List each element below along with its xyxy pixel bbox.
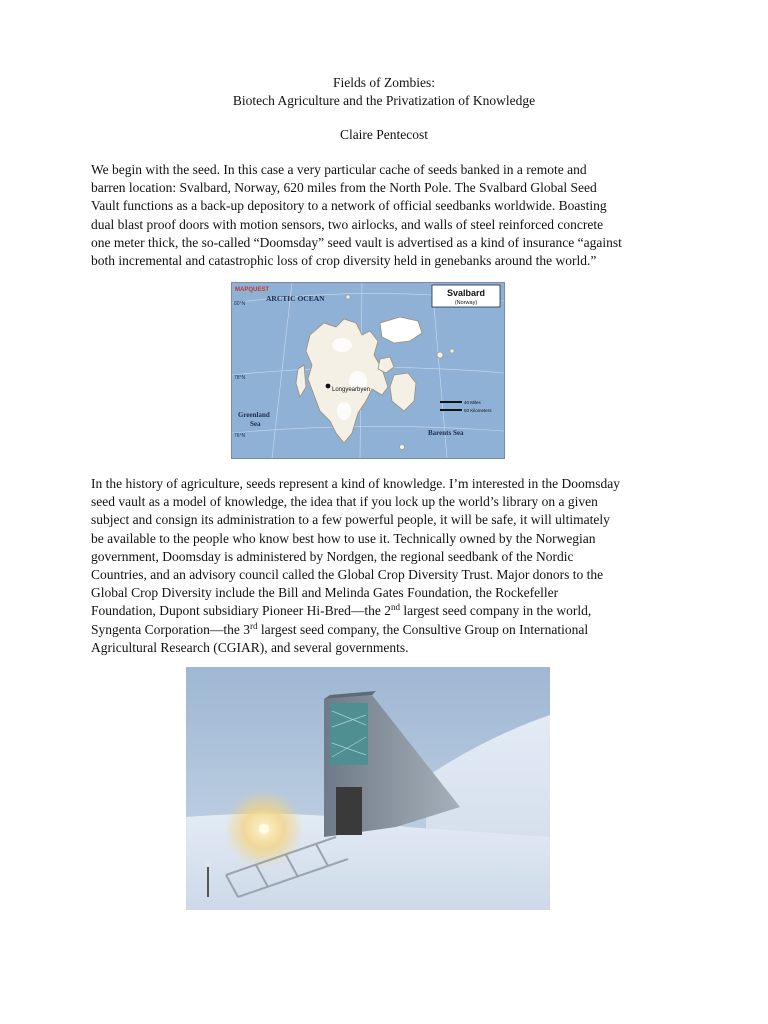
- paragraph-text: government, Doomsday is administered by Nordgen, the regional seedbank of the Nordic: [91, 548, 574, 564]
- map-scale-label-km: 50 Kilometers: [464, 408, 492, 413]
- map-lat-label: 76°N: [234, 433, 246, 439]
- map-sea-label-1b: Sea: [250, 420, 261, 428]
- paragraph-line: [91, 493, 683, 511]
- map-lat-label: 80°N: [234, 301, 246, 307]
- map-subtitle: (Norway): [454, 300, 478, 306]
- paragraph-line: [91, 530, 683, 548]
- longyearbyen-marker: [326, 384, 331, 389]
- map-publisher-label: MAPQUEST: [235, 287, 270, 293]
- paragraph-line: one meter thick, the so-called “Doomsday” seed vault is advertised as a kind of insurance “against: [91, 234, 622, 250]
- paragraph-line: [91, 621, 683, 639]
- map-sea-label-2: Barents Sea: [428, 429, 464, 437]
- document-title-line-1: Fields of Zombies:: [333, 75, 435, 90]
- vault-entrance: [336, 787, 362, 835]
- paragraph-line: [91, 548, 683, 566]
- svalbard-map-graphic: [232, 283, 504, 458]
- paragraph-line: [91, 511, 683, 529]
- paragraph-line: Vault functions as a back-up depository to a network of official seedbanks worldwide. Boasting: [91, 198, 607, 214]
- map-scale-label-miles: 40 Miles: [464, 400, 481, 405]
- paragraph-text: subject and consign its administration to a few powerful people, it will be safe, it will ultimately: [91, 512, 610, 528]
- paragraph-line: both incremental and catastrophic loss of crop diversity held in genebanks around the world.”: [91, 253, 597, 269]
- paragraph-text: seed vault as a model of knowledge, the idea that if you lock up the world’s library on a given: [91, 494, 598, 510]
- paragraph-text: largest seed company in the world,: [399, 603, 592, 619]
- paragraph-line: [91, 584, 683, 602]
- paragraph-line: [91, 475, 683, 493]
- ordinal-superscript: rd: [249, 620, 258, 631]
- lamp-head: [204, 859, 212, 867]
- ordinal-superscript: nd: [390, 602, 400, 613]
- paragraph-line: [91, 602, 683, 620]
- paragraph-1: [91, 161, 683, 270]
- paragraph-text: Syngenta Corporation—the 3: [91, 621, 250, 637]
- paragraph-text: Countries, and an advisory council called the Global Crop Diversity Trust. Major donors to the: [91, 567, 604, 583]
- map-sea-label-1: Greenland: [238, 411, 270, 419]
- author-name: Claire Pentecost: [339, 127, 429, 142]
- paragraph-line: barren location: Svalbard, Norway, 620 miles from the North Pole. The Svalbard Global Seed: [91, 180, 597, 196]
- seed-vault-photo: [186, 667, 550, 910]
- paragraph-text: In the history of agriculture, seeds represent a kind of knowledge. I’m interested in the Doomsday: [91, 476, 620, 491]
- paragraph-text: be available to the people who know best how to use it. Technically owned by the Norwegian: [91, 530, 596, 546]
- document-title-line-2: Biotech Agriculture and the Privatization of Knowledge: [232, 93, 536, 108]
- paragraph-text: Global Crop Diversity include the Bill and Melinda Gates Foundation, the Rockefeller: [91, 585, 559, 601]
- paragraph-line: [91, 566, 683, 584]
- map-islet: [450, 349, 454, 353]
- paragraph-line: dual blast proof doors with motion sensors, two airlocks, and walls of steel reinforced concrete: [91, 216, 604, 232]
- paragraph-line: [91, 639, 683, 657]
- paragraph-text: Agricultural Research (CGIAR), and several governments.: [91, 639, 409, 655]
- paragraph-line: We begin with the seed. In this case a very particular cache of seeds banked in a remote and: [91, 162, 587, 177]
- svalbard-map: [231, 282, 505, 459]
- map-islet: [346, 295, 350, 299]
- paragraph-text: Foundation, Dupont subsidiary Pioneer Hi-Bred—the 2: [91, 603, 391, 619]
- map-title: Svalbard: [446, 288, 486, 298]
- map-lat-label: 78°N: [234, 375, 246, 381]
- paragraph-2: [91, 475, 683, 657]
- seed-vault-photo-graphic: [186, 667, 550, 910]
- map-islet: [437, 352, 443, 358]
- map-ocean-label: ARCTIC OCEAN: [266, 294, 325, 303]
- entrance-light: [259, 824, 269, 834]
- map-islet: [400, 445, 405, 450]
- map-town-label: Longyearbyen: [332, 387, 371, 393]
- paragraph-text: largest seed company, the Consultive Group on International: [257, 621, 589, 637]
